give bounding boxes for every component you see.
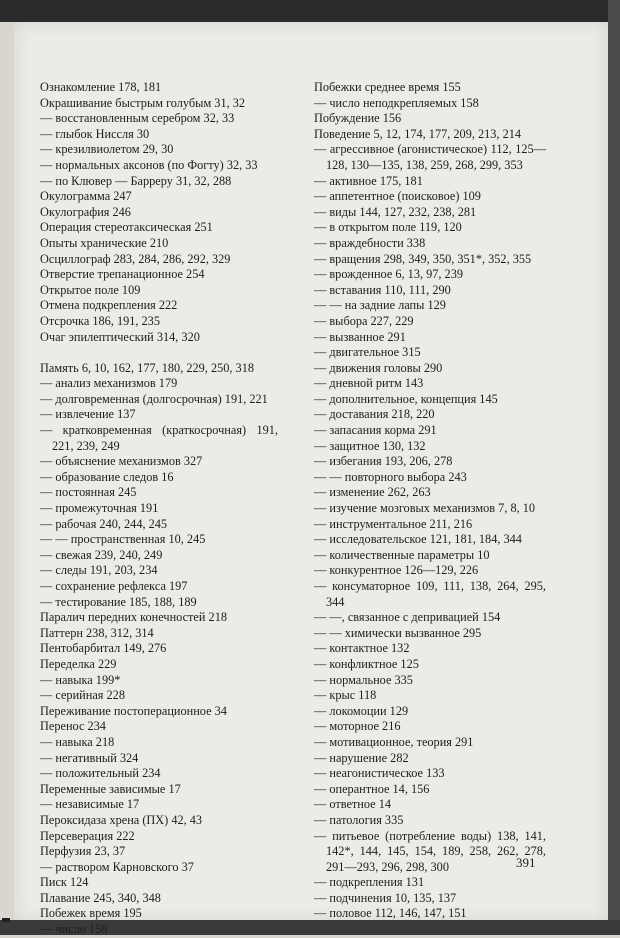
index-entry: Паралич передних конечностей 218	[40, 610, 227, 625]
index-entry: — подкрепления 131	[314, 875, 425, 890]
index-entry: — оперантное 14, 156	[314, 781, 430, 796]
index-entry: — нарушение 282	[314, 750, 409, 765]
index-right-column	[314, 80, 546, 922]
index-entry: Паттерн 238, 312, 314	[40, 625, 154, 640]
index-entry: — изучение мозговых механизмов 7, 8, 10	[314, 501, 536, 516]
index-entry: — консуматорное 109, 111, 138, 264, 295, 344	[314, 579, 546, 609]
index-entry: Плавание 245, 340, 348	[40, 890, 161, 905]
index-entry: Побуждение 156	[314, 111, 402, 126]
index-entry: — виды 144, 127, 232, 238, 281	[314, 204, 477, 219]
index-entry: Память 6, 10, 162, 177, 180, 229, 250, 318	[40, 360, 254, 375]
index-entry: — —, связанное с депривацией 154	[314, 610, 501, 625]
index-entry: Переживание постоперационное 34	[40, 703, 227, 718]
index-entry: — двигательное 315	[314, 345, 421, 360]
index-entry: — число 158	[40, 922, 108, 937]
index-entry: Ознакомление 178, 181	[40, 80, 162, 94]
index-entry: — серийная 228	[40, 688, 125, 703]
index-entry: Отмена подкрепления 222	[40, 298, 178, 313]
index-entry: — извлечение 137	[40, 407, 136, 422]
index-entry: — локомоции 129	[314, 703, 409, 718]
index-entry: — питьевое (потребление воды) 138, 141, 142*, 144, 145, 154, 189, 258, 262, 278, 291—293, 296, 298, 300	[314, 828, 546, 874]
index-entry: — исследовательское 121, 181, 184, 344	[314, 532, 522, 547]
index-entry: Окрашивание быстрым голубым 31, 32	[40, 95, 246, 110]
index-entry: — неагонистическое 133	[314, 766, 445, 781]
index-entry: — — повторного выбора 243	[314, 469, 467, 484]
index-entry: — патология 335	[314, 812, 404, 827]
index-entry: Переменные зависимые 17	[40, 781, 181, 796]
index-entry: — навыка 199*	[40, 672, 121, 687]
index-entry: Побежки среднее время 155	[314, 80, 461, 94]
index-entry: — анализ механизмов 179	[40, 376, 178, 391]
index-entry: Осциллограф 283, 284, 286, 292, 329	[40, 251, 231, 266]
index-entry: Писк 124	[40, 875, 89, 890]
index-entry: — восстановленным серебром 32, 33	[40, 111, 235, 126]
index-entry: Опыты хранические 210	[40, 235, 169, 250]
index-entry: Открытое поле 109	[40, 282, 141, 297]
index-entry: — навыка 218	[40, 734, 115, 749]
index-entry: — — пространственная 10, 245	[40, 532, 206, 547]
index-entry: — следы 191, 203, 234	[40, 563, 158, 578]
scan-top-border	[0, 0, 620, 22]
index-entry: — сохранение рефлекса 197	[40, 579, 188, 593]
index-entry: — активное 175, 181	[314, 173, 423, 188]
index-entry: — конкурентное 126—129, 226	[314, 563, 479, 578]
index-entry: — ответное 14	[314, 797, 392, 812]
index-entry: Отсрочка 186, 191, 235	[40, 313, 160, 328]
index-entry: — врожденное 6, 13, 97, 239	[314, 267, 464, 282]
index-entry: — дополнительное, концепция 145	[314, 391, 498, 406]
index-entry: — число неподкрепляемых 158	[314, 95, 479, 110]
index-left-column	[40, 80, 278, 938]
index-entry: — моторное 216	[314, 719, 401, 734]
index-entry: — промежуточная 191	[40, 501, 159, 516]
index-entry: — контактное 132	[314, 641, 410, 656]
scan-corner-mark	[2, 918, 10, 922]
index-entry: — в открытом поле 119, 120	[314, 220, 462, 235]
index-entry: — подчинения 10, 135, 137	[314, 890, 457, 905]
index-entry: Переделка 229	[40, 656, 117, 671]
index-entry: — вращения 298, 349, 350, 351*, 352, 355	[314, 251, 532, 266]
index-entry: — аппетентное (поисковое) 109	[314, 189, 481, 204]
index-entry: — нормальных аксонов (по Фогту) 32, 33	[40, 157, 258, 172]
index-entry: — изменение 262, 263	[314, 485, 431, 500]
index-entry: — мотивационное, теория 291	[314, 734, 474, 749]
index-entry: — — на задние лапы 129	[314, 298, 446, 313]
index-entry: — постоянная 245	[40, 485, 137, 500]
index-entry: — избегания 193, 206, 278	[314, 454, 453, 469]
index-entry: — кратковременная (краткосрочная) 191, 221, 239, 249	[40, 423, 278, 453]
index-entry: — инструментальное 211, 216	[314, 516, 473, 531]
index-entry: — вставания 110, 111, 290	[314, 282, 451, 297]
index-entry: — объяснение механизмов 327	[40, 454, 203, 469]
index-entry: — тестирование 185, 188, 189	[40, 594, 197, 609]
index-entry: — долговременная (долгосрочная) 191, 221	[40, 391, 268, 406]
index-entry: — независимые 17	[40, 797, 140, 812]
index-entry: — вызванное 291	[314, 329, 406, 344]
index-entry: Побежек время 195	[40, 906, 142, 921]
index-entry: — количественные параметры 10	[314, 547, 490, 562]
index-entry: Отверстие трепанационное 254	[40, 267, 205, 282]
index-entry: — положительный 234	[40, 766, 161, 781]
index-entry: Операция стереотаксическая 251	[40, 220, 213, 235]
index-entry: — образование следов 16	[40, 469, 174, 484]
index-entry: — рабочая 240, 244, 245	[40, 516, 168, 531]
index-entry: — движения головы 290	[314, 360, 443, 375]
index-entry: Перфузия 23, 37	[40, 844, 126, 859]
index-entry: — по Клювер — Барреру 31, 32, 288	[40, 173, 232, 188]
index-entry: — нормальное 335	[314, 672, 413, 687]
index-entry: — раствором Карновского 37	[40, 859, 194, 874]
index-entry: — половое 112, 146, 147, 151	[314, 906, 467, 921]
index-entry: — доставания 218, 220	[314, 407, 435, 422]
index-entry: — свежая 239, 240, 249	[40, 547, 163, 562]
index-entry: — негативный 324	[40, 750, 139, 765]
index-entry: Окулограмма 247	[40, 189, 132, 204]
index-entry: — запасания корма 291	[314, 423, 437, 438]
index-entry: — дневной ритм 143	[314, 376, 424, 391]
page-number: 391	[516, 855, 536, 870]
index-entry: Пероксидаза хрена (ПХ) 42, 43	[40, 812, 203, 827]
index-entry: — глыбок Ниссля 30	[40, 126, 150, 141]
index-entry: — крыс 118	[314, 688, 377, 703]
index-entry: — агрессивное (агонистическое) 112, 125—128, 130—135, 138, 259, 268, 299, 353	[314, 142, 546, 172]
index-entry: Поведение 5, 12, 174, 177, 209, 213, 214	[314, 126, 522, 141]
scan-right-border	[608, 0, 620, 935]
index-entry: Пентобарбитал 149, 276	[40, 641, 167, 656]
index-entry: — выбора 227, 229	[314, 313, 414, 328]
index-entry: — защитное 130, 132	[314, 438, 426, 453]
index-entry: — враждебности 338	[314, 235, 426, 250]
index-entry: Окулография 246	[40, 204, 131, 219]
index-entry: — конфликтное 125	[314, 656, 419, 671]
index-entry: — крезилвиолетом 29, 30	[40, 142, 174, 157]
index-entry: Персеверация 222	[40, 828, 135, 843]
index-entry: Перенос 234	[40, 719, 106, 734]
index-entry: Очаг эпилептический 314, 320	[40, 329, 200, 344]
index-entry: — — химически вызванное 295	[314, 625, 482, 640]
